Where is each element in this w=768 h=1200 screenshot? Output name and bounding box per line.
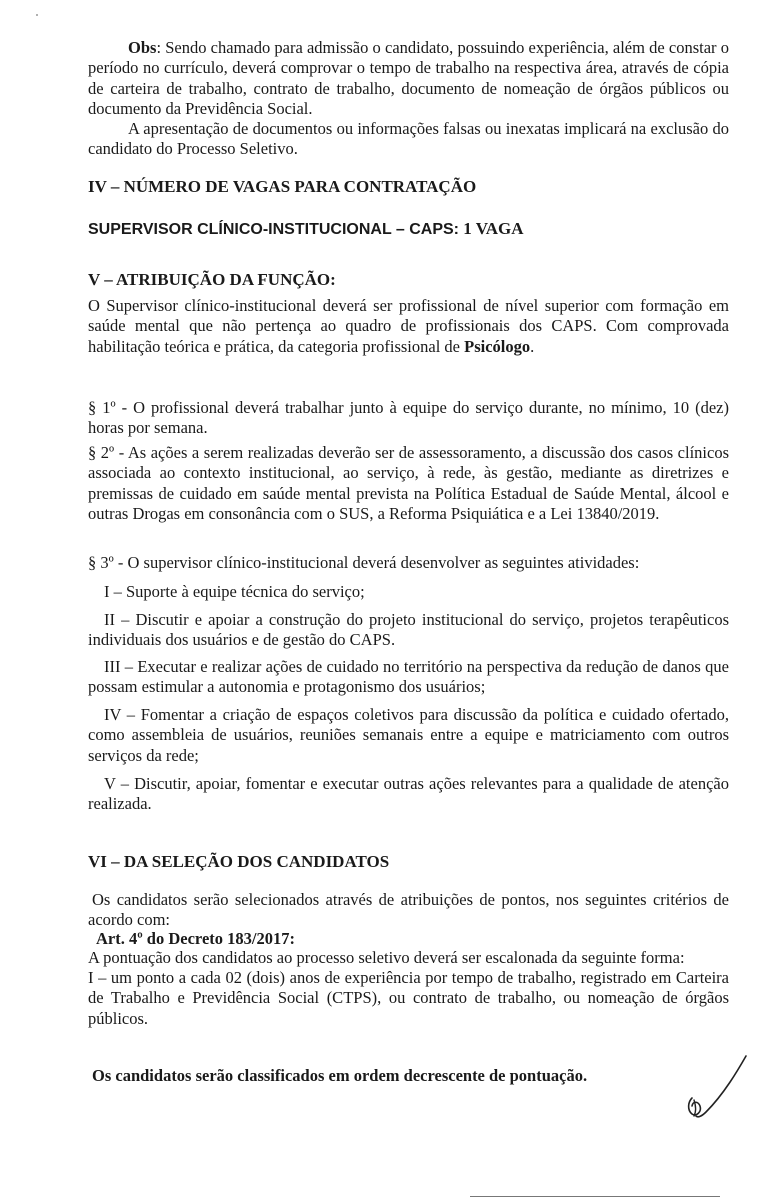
vacancy-count: 1 VAGA [463, 219, 524, 238]
intro-text: O Supervisor clínico-institucional deverá ser profissional de nível superior com formação em saúde mental que não pertença ao quadro de profissionais dos CAPS. Com comprovada habilitação teórica e prática, da categoria profissional de [88, 296, 729, 356]
intro-end: . [530, 336, 535, 356]
obs-paragraph [88, 38, 729, 119]
activity-item-2: II – Discutir e apoiar a construção do projeto institucional do serviço, projetos terapêuticos individuais dos usuários e de gestão do CAPS. [88, 610, 729, 650]
obs-label: Obs [128, 38, 157, 57]
section-4-title: IV – NÚMERO DE VAGAS PARA CONTRATAÇÃO [88, 177, 477, 196]
scoring-intro: A pontuação dos candidatos ao processo seletivo deverá ser escalonada da seguinte forma: [88, 948, 685, 967]
section-6-title: VI – DA SELEÇÃO DOS CANDIDATOS [88, 852, 390, 871]
vacancy-line [88, 219, 524, 239]
intro-profession: Psicólogo [464, 336, 531, 356]
vacancy-role: SUPERVISOR CLÍNICO-INSTITUCIONAL – CAPS: [88, 221, 459, 238]
section-5-intro [88, 296, 729, 357]
warning-paragraph: A apresentação de documentos ou informações falsas ou inexatas implicará na exclusão do candidato do Processo Seletivo. [88, 119, 729, 159]
closing-statement: Os candidatos serão classificados em ordem decrescente de pontuação. [92, 1066, 588, 1085]
article-reference: Art. 4º do Decreto 183/2017: [96, 929, 295, 948]
activity-item-4: IV – Fomentar a criação de espaços coletivos para discussão da política e cuidado ofertado, como assembleia de usuários, reuniões semanais entre a equipe e matriciamento com outros serviços da rede; [88, 705, 729, 765]
section-5-title: V – ATRIBUIÇÃO DA FUNÇÃO: [88, 270, 336, 289]
section-6-intro: Os candidatos serão selecionados através de atribuições de pontos, nos seguintes critérios de acordo com: [88, 890, 729, 930]
scoring-rule: I – um ponto a cada 02 (dois) anos de experiência por tempo de trabalho, registrado em Carteira de Trabalho e Previdência Social (CTPS), ou contrato de trabalho, ou nomeação de órgãos públicos. [88, 968, 729, 1028]
paragraph-1: § 1º - O profissional deverá trabalhar junto à equipe do serviço durante, no mínimo, 10 (dez) horas por semana. [88, 398, 729, 438]
activity-item-1: I – Suporte à equipe técnica do serviço; [104, 582, 365, 601]
scan-speck [36, 14, 38, 16]
activity-item-3: III – Executar e realizar ações de cuidado no território na perspectiva da redução de danos que possam estimular a autonomia e protagonismo dos usuários; [88, 657, 729, 697]
paragraph-2: § 2º - As ações a serem realizadas deverão ser de assessoramento, a discussão dos casos clínicos associada ao contexto institucional, ao serviço, à rede, às gestão, mediante as diretrizes e premissas de cuidado em saúde mental prevista na Política Estadual de Saúde Mental, álcool e outras Drogas em consonância com o SUS, a Reforma Psiquiática e a Lei 13840/2019. [88, 443, 729, 523]
obs-text: : Sendo chamado para admissão o candidato, possuindo experiência, além de constar o período no currículo, deverá comprovar o tempo de trabalho na respectiva área, através de cópia de carteira de trabalho, contrato de trabalho, documento de nomeação de órgãos públicos ou documento da Previdência Social. [88, 38, 729, 118]
handwritten-initial-signature [672, 1048, 752, 1128]
page-bottom-rule [470, 1196, 720, 1197]
paragraph-3: § 3º - O supervisor clínico-institucional deverá desenvolver as seguintes atividades: [88, 553, 640, 572]
activity-item-5: V – Discutir, apoiar, fomentar e executar outras ações relevantes para a qualidade de atenção realizada. [88, 774, 729, 814]
